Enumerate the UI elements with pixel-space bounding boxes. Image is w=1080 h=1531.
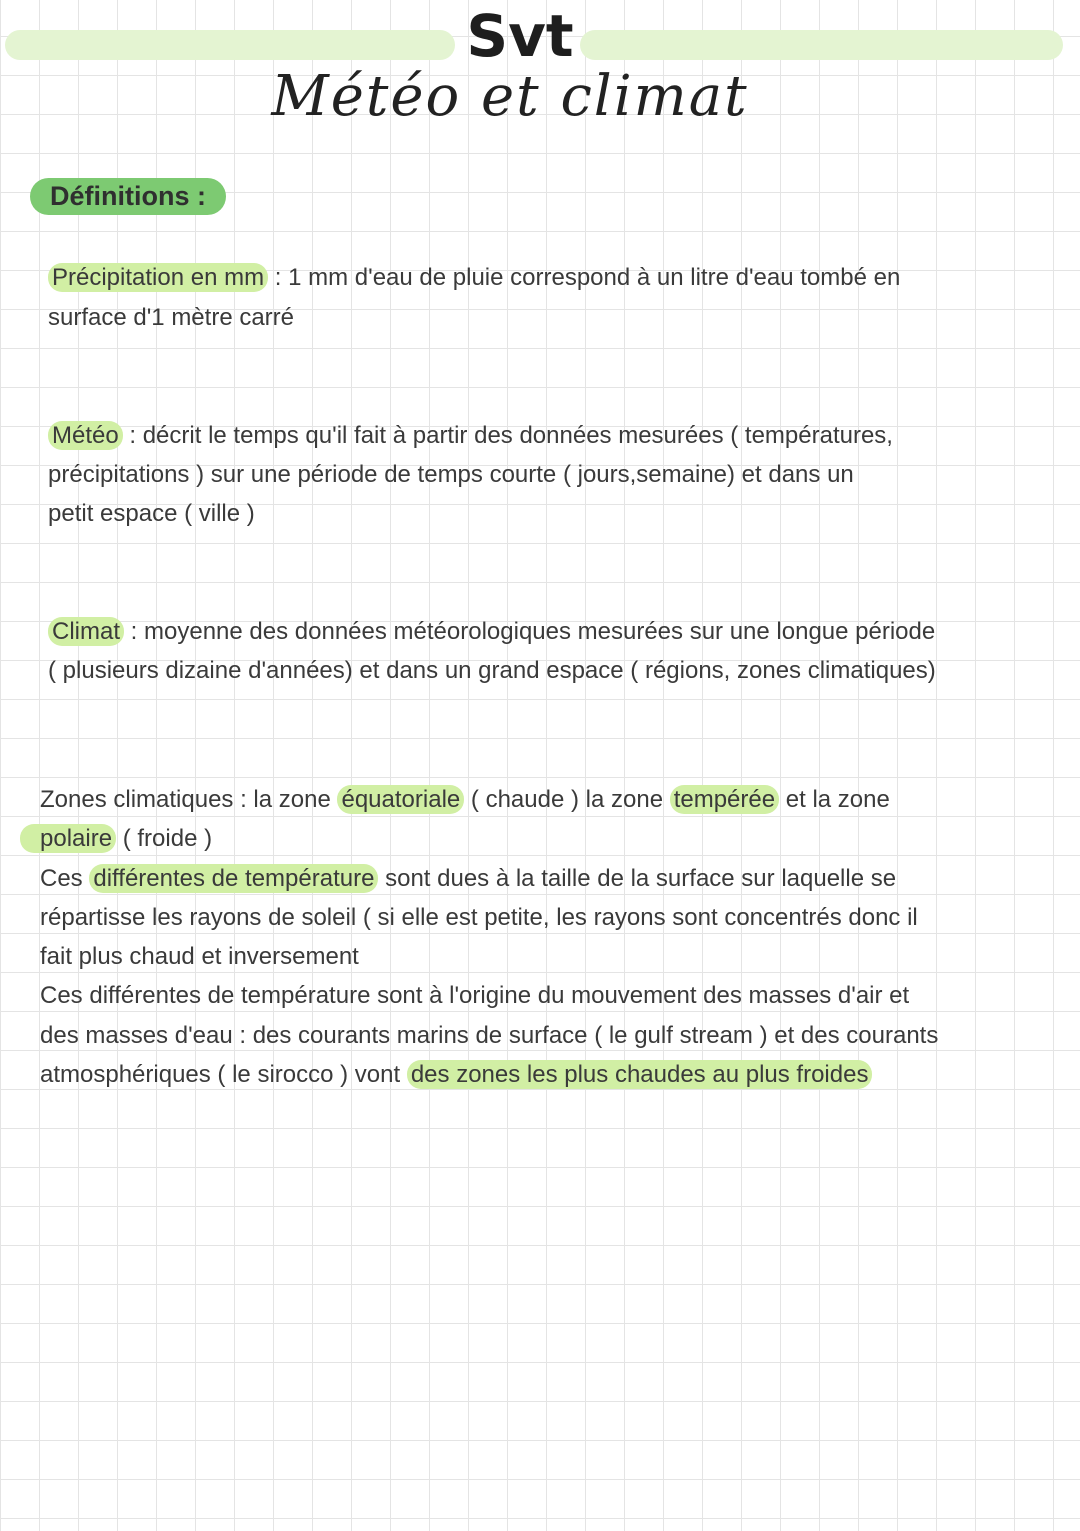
text-segment: ( chaude ) la zone xyxy=(464,786,670,813)
text-line xyxy=(48,258,900,298)
text-line xyxy=(40,819,938,858)
text-line: petit espace ( ville ) xyxy=(48,500,255,527)
highlighted-term: des zones les plus chaudes au plus froides xyxy=(407,1060,873,1089)
text-line: des masses d'eau : des courants marins de surface ( le gulf stream ) et des courants xyxy=(40,1021,939,1049)
section-badge-definitions: Définitions : xyxy=(30,178,226,215)
header-bar-right xyxy=(580,30,1063,60)
page-title: Svt xyxy=(466,2,574,70)
highlighted-term: tempérée xyxy=(670,785,779,814)
text-segment: Ces xyxy=(40,864,90,892)
text-segment: : décrit le temps qu'il fait à partir des données mesurées ( températures, xyxy=(122,422,893,449)
zones-climatiques-paragraph xyxy=(40,780,938,1094)
highlighted-term: Climat xyxy=(48,617,124,646)
text-line xyxy=(48,416,893,455)
text-segment: ( froide ) xyxy=(116,825,213,853)
text-segment: atmosphériques ( le sirocco ) vont xyxy=(40,1061,407,1089)
text-segment: Zones climatiques : la zone xyxy=(40,786,338,813)
text-line: surface d'1 mètre carré xyxy=(48,304,295,331)
text-line xyxy=(48,612,936,651)
highlighted-term: différentes de température xyxy=(89,864,378,893)
text-segment: : 1 mm d'eau de pluie correspond à un litre d'eau tombé en xyxy=(268,264,901,291)
header-bar-left xyxy=(5,30,455,60)
page-subtitle: Météo et climat xyxy=(271,64,749,129)
text-segment: sont dues à la taille de la surface sur laquelle se xyxy=(378,864,897,892)
text-line xyxy=(40,859,938,898)
text-line xyxy=(40,1055,938,1094)
text-line: répartisse les rayons de soleil ( si elle est petite, les rayons sont concentrés donc il xyxy=(40,903,918,931)
text-segment: et la zone xyxy=(779,786,890,813)
text-line: fait plus chaud et inversement xyxy=(40,943,359,971)
definition-climat xyxy=(48,612,936,690)
text-line xyxy=(40,780,938,819)
text-segment: : moyenne des données météorologiques mesurées sur une longue période xyxy=(124,618,936,645)
highlighted-term: Météo xyxy=(48,421,123,450)
highlighted-term: Précipitation en mm xyxy=(48,263,268,292)
highlighted-term: équatoriale xyxy=(337,785,464,814)
definition-meteo xyxy=(48,416,893,533)
definition-precipitation xyxy=(48,258,900,338)
highlighted-term: polaire xyxy=(20,824,116,853)
text-line: Ces différentes de température sont à l'origine du mouvement des masses d'air et xyxy=(40,982,910,1010)
text-line: ( plusieurs dizaine d'années) et dans un grand espace ( régions, zones climatiques) xyxy=(48,657,936,684)
text-line: précipitations ) sur une période de temps courte ( jours,semaine) et dans un xyxy=(48,461,854,488)
